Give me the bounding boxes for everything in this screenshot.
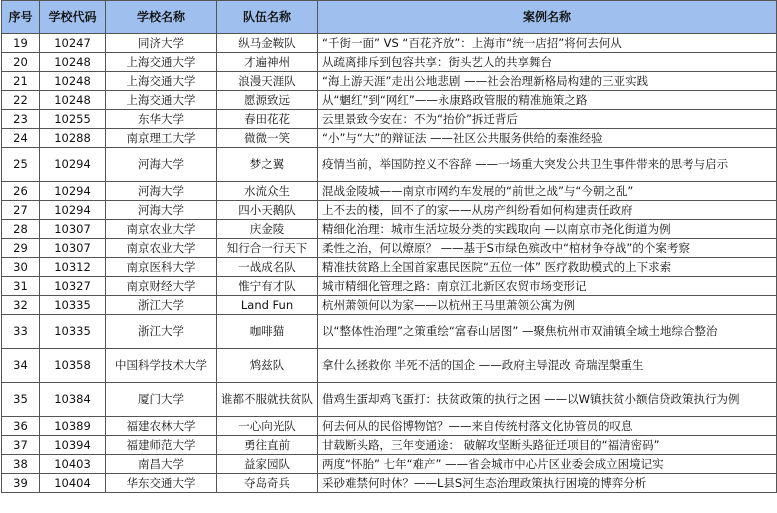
header-school-name: 学校名称 bbox=[106, 1, 217, 34]
row-case-name: 精准扶贫路上全国首家惠民医院“五位一体” 医疗救助模式的上下求索 bbox=[318, 258, 777, 277]
row-number: 31 bbox=[2, 277, 40, 296]
table-row bbox=[2, 315, 777, 349]
row-school-name: 河海大学 bbox=[106, 182, 217, 201]
row-team-name: 四小天鹅队 bbox=[217, 201, 318, 220]
row-school-code: 10312 bbox=[40, 258, 106, 277]
row-number: 32 bbox=[2, 296, 40, 315]
table-row bbox=[2, 182, 777, 201]
row-number: 20 bbox=[2, 53, 40, 72]
row-school-name: 厦门大学 bbox=[106, 383, 217, 417]
row-case-name: “千街一面” VS “百花齐放”：上海市“统一店招”将何去何从 bbox=[318, 34, 777, 53]
header-no: 序号 bbox=[2, 1, 40, 34]
row-case-name: 何去何从的民俗博物馆？——来自传统村落文化协管员的叹息 bbox=[318, 417, 777, 436]
row-school-name: 南京财经大学 bbox=[106, 277, 217, 296]
row-team-name: 益家园队 bbox=[217, 455, 318, 474]
table-row bbox=[2, 277, 777, 296]
row-school-name: 福建农林大学 bbox=[106, 417, 217, 436]
row-case-name: 从疏离排斥到包容共享：街头艺人的共享舞台 bbox=[318, 53, 777, 72]
row-school-name: 河海大学 bbox=[106, 201, 217, 220]
row-case-name: 借鸡生蛋却鸡飞蛋打：扶贫政策的执行之困 ——以W镇扶贫小额信贷政策执行为例 bbox=[318, 383, 777, 417]
row-case-name: 两度“怀胎” 七年“难产” ——省会城市中心片区业委会成立困境记实 bbox=[318, 455, 777, 474]
row-school-code: 10288 bbox=[40, 129, 106, 148]
row-case-name: 柔性之治，何以燎原？ ——基于S市绿色殡改中“棺材争夺战”的个案考察 bbox=[318, 239, 777, 258]
row-team-name: 微微一笑 bbox=[217, 129, 318, 148]
table-row bbox=[2, 201, 777, 220]
table-row bbox=[2, 148, 777, 182]
row-case-name: 采砂难禁何时休？——L县S河生态治理政策执行困境的博弈分析 bbox=[318, 474, 777, 493]
header-team-name: 队伍名称 bbox=[217, 1, 318, 34]
case-table bbox=[1, 0, 777, 493]
table-row bbox=[2, 474, 777, 493]
row-number: 34 bbox=[2, 349, 40, 383]
table-row bbox=[2, 34, 777, 53]
table-row bbox=[2, 455, 777, 474]
table-body bbox=[2, 34, 777, 493]
row-school-name: 浙江大学 bbox=[106, 315, 217, 349]
row-school-name: 南京医科大学 bbox=[106, 258, 217, 277]
row-school-name: 中国科学技术大学 bbox=[106, 349, 217, 383]
row-school-code: 10403 bbox=[40, 455, 106, 474]
row-school-code: 10389 bbox=[40, 417, 106, 436]
row-team-name: 鸩兹队 bbox=[217, 349, 318, 383]
row-number: 35 bbox=[2, 383, 40, 417]
row-number: 37 bbox=[2, 436, 40, 455]
row-number: 21 bbox=[2, 72, 40, 91]
row-school-name: 南京农业大学 bbox=[106, 239, 217, 258]
row-school-name: 河海大学 bbox=[106, 148, 217, 182]
row-school-name: 上海交通大学 bbox=[106, 91, 217, 110]
row-team-name: 谁都不服就扶贫队 bbox=[217, 383, 318, 417]
row-number: 29 bbox=[2, 239, 40, 258]
row-number: 24 bbox=[2, 129, 40, 148]
row-school-name: 上海交通大学 bbox=[106, 72, 217, 91]
row-number: 28 bbox=[2, 220, 40, 239]
row-team-name: 愿源致远 bbox=[217, 91, 318, 110]
row-school-name: 南京理工大学 bbox=[106, 129, 217, 148]
row-case-name: 杭州萧领何以为家——以杭州王马里萧领公寓为例 bbox=[318, 296, 777, 315]
table-row bbox=[2, 110, 777, 129]
row-school-code: 10294 bbox=[40, 182, 106, 201]
row-school-name: 华东交通大学 bbox=[106, 474, 217, 493]
row-case-name: 以“整体性治理”之策重绘“富春山居图” —聚焦杭州市双浦镇全域土地综合整治 bbox=[318, 315, 777, 349]
row-case-name: 精细化治理：城市生活垃圾分类的实践取向 —以南京市尧化街道为例 bbox=[318, 220, 777, 239]
row-team-name: 惟宁有才队 bbox=[217, 277, 318, 296]
row-number: 30 bbox=[2, 258, 40, 277]
table-row bbox=[2, 349, 777, 383]
row-school-name: 同济大学 bbox=[106, 34, 217, 53]
row-school-code: 10384 bbox=[40, 383, 106, 417]
row-team-name: 庆金陵 bbox=[217, 220, 318, 239]
table-row bbox=[2, 258, 777, 277]
row-team-name: 纵马金鞍队 bbox=[217, 34, 318, 53]
row-number: 27 bbox=[2, 201, 40, 220]
row-team-name: 一战成名队 bbox=[217, 258, 318, 277]
row-number: 22 bbox=[2, 91, 40, 110]
table-row bbox=[2, 296, 777, 315]
row-team-name: 知行合一行天下 bbox=[217, 239, 318, 258]
row-school-name: 南京农业大学 bbox=[106, 220, 217, 239]
row-number: 39 bbox=[2, 474, 40, 493]
row-school-code: 10247 bbox=[40, 34, 106, 53]
row-school-name: 南昌大学 bbox=[106, 455, 217, 474]
row-number: 25 bbox=[2, 148, 40, 182]
header-case-name: 案例名称 bbox=[318, 1, 777, 34]
row-number: 33 bbox=[2, 315, 40, 349]
row-case-name: 疫情当前，举国防控义不容辞 ——一场重大突发公共卫生事件带来的思考与启示 bbox=[318, 148, 777, 182]
row-number: 26 bbox=[2, 182, 40, 201]
row-school-code: 10255 bbox=[40, 110, 106, 129]
row-team-name: 一心向光队 bbox=[217, 417, 318, 436]
row-case-name: 从“魍红”到“网红”——永康路政管服的精准施策之路 bbox=[318, 91, 777, 110]
row-team-name: Land Fun bbox=[217, 296, 318, 315]
row-school-code: 10335 bbox=[40, 315, 106, 349]
row-school-code: 10335 bbox=[40, 296, 106, 315]
row-school-code: 10327 bbox=[40, 277, 106, 296]
table-row bbox=[2, 53, 777, 72]
row-team-name: 春田花花 bbox=[217, 110, 318, 129]
row-case-name: “海上游天涯”走出公地悲剧 ——社会治理新格局构建的三亚实践 bbox=[318, 72, 777, 91]
row-school-name: 浙江大学 bbox=[106, 296, 217, 315]
row-case-name: 混战金陵城——南京市网约车发展的“前世之战”与“今朝之乱” bbox=[318, 182, 777, 201]
table-row bbox=[2, 91, 777, 110]
row-school-code: 10248 bbox=[40, 53, 106, 72]
row-case-name: 城市精细化管理之路：南京江北新区农贸市场变形记 bbox=[318, 277, 777, 296]
row-team-name: 梦之翼 bbox=[217, 148, 318, 182]
row-case-name: “小”与“大”的辩证法 ——社区公共服务供给的秦淮经验 bbox=[318, 129, 777, 148]
row-case-name: 上不去的楼，回不了的家——从房产纠纷看如何构建责任政府 bbox=[318, 201, 777, 220]
row-school-code: 10294 bbox=[40, 201, 106, 220]
header-row bbox=[2, 1, 777, 34]
table-row bbox=[2, 72, 777, 91]
row-team-name: 夺岛奇兵 bbox=[217, 474, 318, 493]
row-school-name: 福建师范大学 bbox=[106, 436, 217, 455]
row-school-code: 10307 bbox=[40, 239, 106, 258]
row-school-code: 10248 bbox=[40, 91, 106, 110]
table-row bbox=[2, 239, 777, 258]
row-case-name: 云里景致今安在：不为“抬价”拆迁背后 bbox=[318, 110, 777, 129]
table-row bbox=[2, 129, 777, 148]
row-school-code: 10404 bbox=[40, 474, 106, 493]
row-number: 19 bbox=[2, 34, 40, 53]
row-number: 36 bbox=[2, 417, 40, 436]
table-row bbox=[2, 417, 777, 436]
row-team-name: 勇往直前 bbox=[217, 436, 318, 455]
row-number: 23 bbox=[2, 110, 40, 129]
row-school-name: 东华大学 bbox=[106, 110, 217, 129]
table-row bbox=[2, 220, 777, 239]
row-school-code: 10358 bbox=[40, 349, 106, 383]
row-number: 38 bbox=[2, 455, 40, 474]
row-team-name: 浪漫天涯队 bbox=[217, 72, 318, 91]
row-school-code: 10248 bbox=[40, 72, 106, 91]
row-school-code: 10307 bbox=[40, 220, 106, 239]
row-team-name: 才遍神州 bbox=[217, 53, 318, 72]
row-case-name: 拿什么拯救你 半死不活的国企 ——政府主导混改 奇瑞涅槃重生 bbox=[318, 349, 777, 383]
row-school-code: 10294 bbox=[40, 148, 106, 182]
table-row bbox=[2, 436, 777, 455]
row-case-name: 甘载断头路，三年变通途： 破解攻坚断头路征迁项目的“福清密码” bbox=[318, 436, 777, 455]
table-row bbox=[2, 383, 777, 417]
row-school-name: 上海交通大学 bbox=[106, 53, 217, 72]
row-school-code: 10394 bbox=[40, 436, 106, 455]
row-team-name: 水流众生 bbox=[217, 182, 318, 201]
row-team-name: 咖啡猫 bbox=[217, 315, 318, 349]
header-school-code: 学校代码 bbox=[40, 1, 106, 34]
